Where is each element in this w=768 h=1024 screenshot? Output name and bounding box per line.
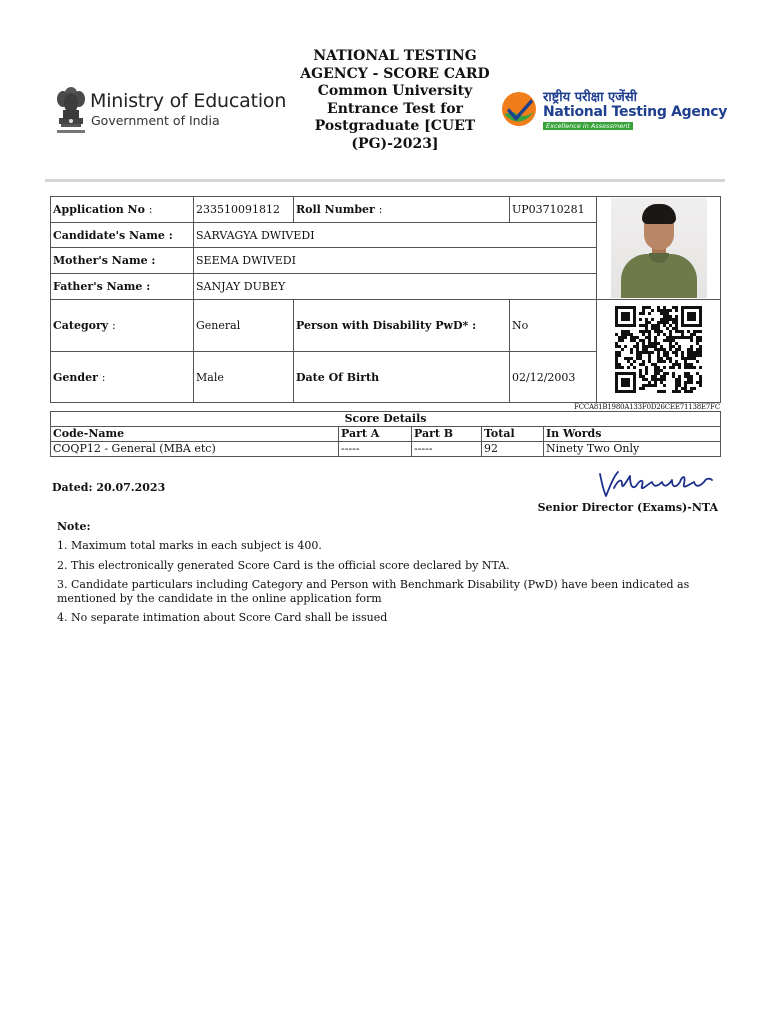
column-header: Total: [482, 427, 544, 442]
column-header: Part B: [412, 427, 482, 442]
photo-cell: [597, 197, 721, 300]
pwd-label: Person with Disability PwD* :: [294, 300, 510, 352]
candidate-photo: [611, 198, 707, 298]
column-header: Code-Name: [51, 427, 339, 442]
category-value: General: [194, 300, 294, 352]
title-line: (PG)-2023]: [351, 135, 439, 152]
table-row: [51, 197, 721, 223]
note-item: 2. This electronically generated Score Card is the official score declared by NTA.: [57, 558, 510, 572]
dob-label: Date Of Birth: [294, 352, 510, 403]
category-label: Category :: [51, 300, 194, 352]
note-item: 4. No separate intimation about Score Card shall be issued: [57, 611, 388, 624]
national-emblem-icon: [54, 84, 88, 136]
verification-code: FCCA81B1980A133F0D26CEE71138E7FC: [574, 403, 720, 411]
table-cell: COQP12 - General (MBA etc): [51, 442, 339, 457]
candidate-name-value: SARVAGYA DWIVEDI: [194, 223, 597, 248]
title-line: Entrance Test for: [327, 100, 463, 117]
dob-value: 02/12/2003: [510, 352, 597, 403]
table-header-row: [51, 427, 721, 442]
signature-image: [592, 466, 720, 502]
dated-text: Dated: 20.07.2023: [52, 481, 166, 494]
score-details-table: [50, 411, 721, 457]
title-line: Postgraduate [CUET: [314, 118, 476, 135]
father-name-label: Father's Name :: [51, 274, 194, 300]
nta-tagline: Excellence in Assessment: [543, 122, 633, 130]
table-cell: Ninety Two Only: [544, 442, 721, 457]
application-no-value: 233510091812: [194, 197, 294, 223]
signatory-title: Senior Director (Exams)-NTA: [537, 501, 718, 514]
nta-logo: [500, 84, 730, 134]
pwd-value: No: [510, 300, 597, 352]
ministry-title: Ministry of Education: [90, 90, 287, 112]
table-row: [51, 442, 721, 457]
nta-hindi-name: राष्ट्रीय परीक्षा एजेंसी: [543, 90, 637, 105]
column-header: Part A: [339, 427, 412, 442]
mother-name-label: Mother's Name :: [51, 248, 194, 274]
mother-name-value: SEEMA DWIVEDI: [194, 248, 597, 274]
column-header: In Words: [544, 427, 721, 442]
header-divider: [45, 179, 725, 182]
score-details-caption: Score Details: [51, 412, 721, 427]
notes-section: [57, 520, 737, 631]
title-line: NATIONAL TESTING: [313, 48, 477, 64]
page-title: [298, 48, 492, 154]
table-cell: 92: [482, 442, 544, 457]
ministry-subtitle: Government of India: [91, 113, 220, 128]
father-name-value: SANJAY DUBEY: [194, 274, 597, 300]
roll-number-value: UP03710281: [510, 197, 597, 223]
gender-value: Male: [194, 352, 294, 403]
table-row: [51, 300, 721, 352]
notes-heading: Note:: [57, 520, 91, 533]
title-line: Common University: [317, 83, 473, 100]
note-item: 3. Candidate particulars including Category and Person with Benchmark Disability (PwD) have been indicated as mentioned by the candidate in the online application form: [57, 578, 690, 605]
table-cell: -----: [412, 442, 482, 457]
table-cell: -----: [339, 442, 412, 457]
roll-number-label: Roll Number :: [294, 197, 510, 223]
note-item: 1. Maximum total marks in each subject is 400.: [57, 539, 322, 552]
application-no-label: Application No :: [51, 197, 194, 223]
ministry-of-education-logo: [54, 84, 294, 138]
candidate-name-label: Candidate's Name :: [51, 223, 194, 248]
candidate-details-table: [50, 196, 721, 403]
gender-label: Gender :: [51, 352, 194, 403]
table-row: [51, 412, 721, 427]
nta-checkmark-icon: [500, 90, 538, 128]
title-line: AGENCY - SCORE CARD: [300, 65, 490, 82]
qr-code-icon: [614, 305, 704, 397]
nta-name: National Testing Agency: [543, 104, 728, 120]
qr-cell: [597, 300, 721, 403]
